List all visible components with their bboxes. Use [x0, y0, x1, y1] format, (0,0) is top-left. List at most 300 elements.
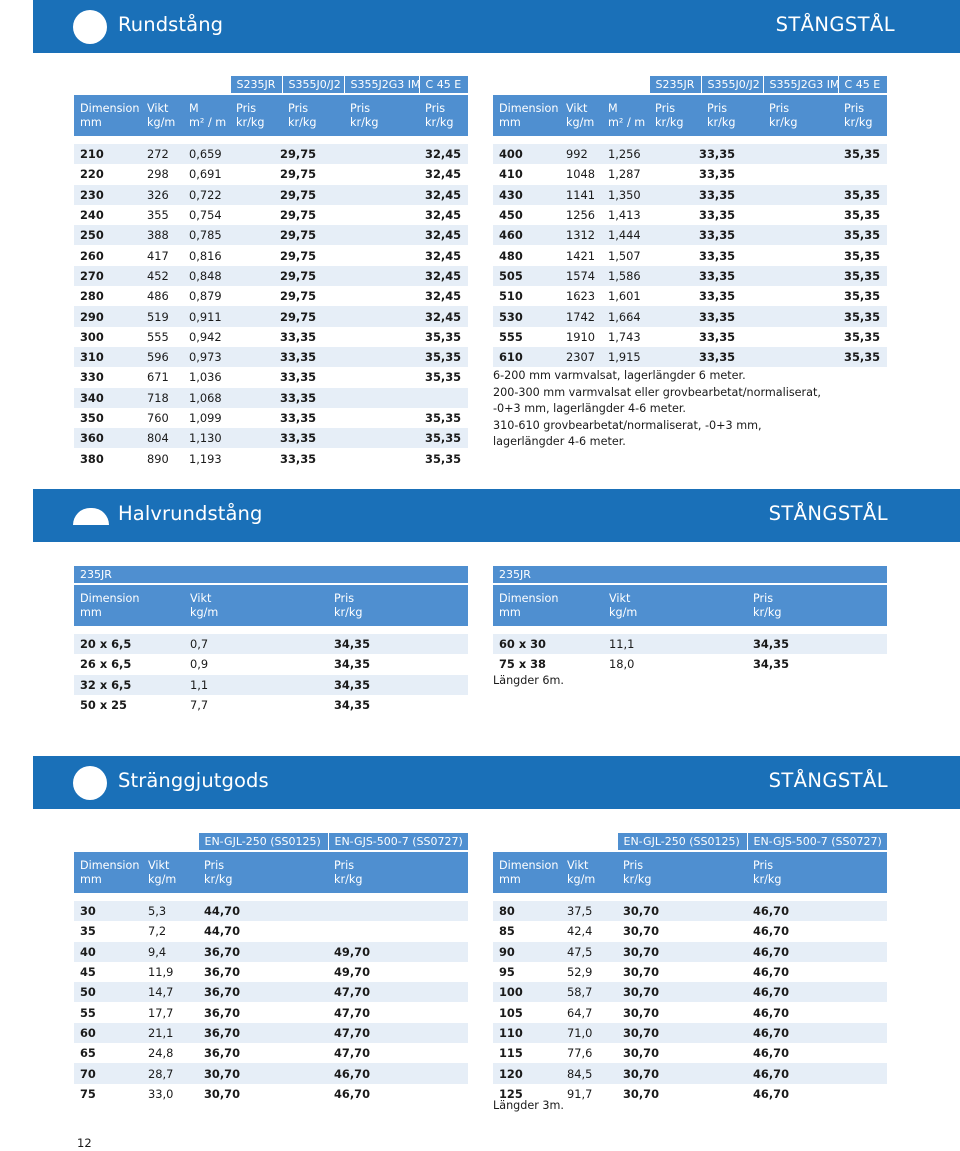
- cell-pris: 46,70: [747, 1063, 887, 1083]
- cell-vikt: 7,7: [184, 695, 328, 715]
- cell-vikt: 760: [141, 408, 183, 428]
- grade-label: S355J0/J2: [701, 76, 763, 94]
- col-header-vikt: Vikt kg/m: [142, 851, 198, 893]
- cell-vikt: 890: [141, 448, 183, 468]
- cell-pris: 47,70: [328, 1023, 468, 1043]
- table-row: [74, 942, 468, 962]
- grade-label: EN-GJL-250 (SS0125): [617, 833, 747, 851]
- circle-icon: [73, 10, 107, 44]
- table-row: [74, 367, 468, 387]
- cell-vikt: 18,0: [603, 654, 747, 674]
- cell-pris-c45: 35,35: [838, 245, 887, 265]
- cell-pris-c45: 35,35: [419, 448, 468, 468]
- cell-pris: 30,70: [617, 962, 747, 982]
- col-header-m: M m² / m: [602, 94, 649, 136]
- cell-dimension: 55: [74, 1002, 142, 1022]
- table-row: [74, 982, 468, 1002]
- col-header-pris: Pris kr/kg: [419, 94, 468, 136]
- table-row: [74, 286, 468, 306]
- col-header-pris: Pris kr/kg: [344, 94, 419, 136]
- cell-pris: 29,75: [230, 225, 344, 245]
- cell-pris: 33,35: [230, 448, 344, 468]
- table-row: [493, 144, 887, 164]
- cell-m2m: 1,444: [602, 225, 649, 245]
- cell-dimension: 410: [493, 164, 560, 184]
- cell-vikt: 52,9: [561, 962, 617, 982]
- cell-dimension: 530: [493, 306, 560, 326]
- table-row: [74, 347, 468, 367]
- cell-vikt: 1910: [560, 327, 602, 347]
- cell-dimension: 65: [74, 1043, 142, 1063]
- table-row: [74, 634, 468, 654]
- cell-pris-c45: 35,35: [838, 185, 887, 205]
- col-header-pris: Pris kr/kg: [282, 94, 344, 136]
- table-row: [74, 901, 468, 921]
- table-row: [74, 327, 468, 347]
- table-row: [74, 1043, 468, 1063]
- cell-vikt: 64,7: [561, 1002, 617, 1022]
- cell-dimension: 460: [493, 225, 560, 245]
- col-header-dimension: Dimension mm: [493, 851, 561, 893]
- cell-pris: 46,70: [747, 962, 887, 982]
- cell-dimension: 50: [74, 982, 142, 1002]
- cell-dimension: 430: [493, 185, 560, 205]
- col-header-pris: Pris kr/kg: [701, 94, 763, 136]
- table-row: [493, 982, 887, 1002]
- cell-pris: 33,35: [649, 225, 763, 245]
- table-row: [493, 327, 887, 347]
- cell-pris: 30,70: [617, 1002, 747, 1022]
- cell-pris-c45: 35,35: [838, 266, 887, 286]
- cell-m2m: 0,691: [183, 164, 230, 184]
- cell-m2m: 1,507: [602, 245, 649, 265]
- cell-dimension: 240: [74, 205, 141, 225]
- brand-label: STÅNGSTÅL: [775, 13, 895, 36]
- cell-dimension: 110: [493, 1023, 561, 1043]
- cell-pris: 46,70: [747, 1043, 887, 1063]
- cell-dimension: 90: [493, 942, 561, 962]
- cell-empty: [763, 266, 838, 286]
- cell-pris: 29,75: [230, 185, 344, 205]
- table-row: [493, 266, 887, 286]
- grade-label: S235JR: [649, 76, 701, 94]
- cell-pris: 29,75: [230, 144, 344, 164]
- cell-pris-c45: 35,35: [838, 205, 887, 225]
- cell-m2m: 0,848: [183, 266, 230, 286]
- table-row: [493, 634, 887, 654]
- half-circle-icon: [73, 508, 109, 525]
- cell-pris-c45: [838, 164, 887, 184]
- col-header-dimension: Dimension mm: [74, 851, 142, 893]
- section-banner-rundstang: [33, 0, 960, 53]
- table-row: [74, 675, 468, 695]
- cell-pris-c45: 35,35: [838, 286, 887, 306]
- cell-pris: 33,35: [649, 205, 763, 225]
- section-title: Halvrundstång: [118, 502, 263, 525]
- cell-pris: 30,70: [617, 1084, 747, 1104]
- cell-empty: [344, 185, 419, 205]
- header-row: [74, 94, 468, 136]
- table-row: [74, 185, 468, 205]
- grade-row: [493, 566, 887, 584]
- col-header-dimension: Dimension mm: [74, 584, 184, 626]
- table-row: [493, 225, 887, 245]
- cell-vikt: 24,8: [142, 1043, 198, 1063]
- cell-pris: 46,70: [747, 942, 887, 962]
- table-row: [493, 245, 887, 265]
- table-row: [74, 695, 468, 715]
- cell-m2m: 1,068: [183, 388, 230, 408]
- cell-pris-c45: 35,35: [838, 347, 887, 367]
- cell-dimension: 70: [74, 1063, 142, 1083]
- cell-dimension: 300: [74, 327, 141, 347]
- cell-vikt: 71,0: [561, 1023, 617, 1043]
- table-row: [74, 1002, 468, 1022]
- cell-empty: [344, 306, 419, 326]
- cell-vikt: 17,7: [142, 1002, 198, 1022]
- cell-pris-c45: 32,45: [419, 185, 468, 205]
- cell-pris: 30,70: [198, 1063, 328, 1083]
- cell-m2m: 1,287: [602, 164, 649, 184]
- cell-vikt: 388: [141, 225, 183, 245]
- cell-vikt: 9,4: [142, 942, 198, 962]
- cell-pris: 46,70: [747, 1002, 887, 1022]
- header-row: [493, 584, 887, 626]
- cell-m2m: 1,586: [602, 266, 649, 286]
- halvrundstang-table-left: [74, 566, 468, 715]
- cell-vikt: 1256: [560, 205, 602, 225]
- cell-pris: 29,75: [230, 306, 344, 326]
- cell-dimension: 280: [74, 286, 141, 306]
- table-row: [493, 164, 887, 184]
- cell-vikt: 1421: [560, 245, 602, 265]
- stranggjutgods-table-right: [493, 833, 887, 1104]
- cell-dimension: 400: [493, 144, 560, 164]
- grade-label: C 45 E: [838, 76, 887, 94]
- cell-vikt: 37,5: [561, 901, 617, 921]
- table-row: [74, 962, 468, 982]
- section-banner-stranggjutgods: [33, 756, 960, 809]
- cell-pris: 47,70: [328, 982, 468, 1002]
- cell-pris-c45: 35,35: [419, 428, 468, 448]
- header-row: [74, 851, 468, 893]
- cell-pris: 36,70: [198, 1002, 328, 1022]
- section-banner-halvrundstang: [33, 489, 960, 542]
- grade-label: EN-GJS-500-7 (SS0727): [747, 833, 887, 851]
- cell-vikt: 11,9: [142, 962, 198, 982]
- cell-pris-c45: 32,45: [419, 266, 468, 286]
- cell-empty: [344, 367, 419, 387]
- table-row: [74, 1084, 468, 1104]
- cell-vikt: 417: [141, 245, 183, 265]
- cell-empty: [344, 144, 419, 164]
- table-row: [74, 388, 468, 408]
- cell-pris-c45: 35,35: [419, 367, 468, 387]
- cell-pris-c45: 32,45: [419, 225, 468, 245]
- cell-dimension: 45: [74, 962, 142, 982]
- cell-dimension: 210: [74, 144, 141, 164]
- cell-dimension: 115: [493, 1043, 561, 1063]
- cell-m2m: 0,816: [183, 245, 230, 265]
- cell-pris: 30,70: [617, 921, 747, 941]
- table-row: [493, 901, 887, 921]
- grade-label: S355J0/J2: [282, 76, 344, 94]
- cell-empty: [344, 245, 419, 265]
- cell-vikt: 326: [141, 185, 183, 205]
- col-header-m: M m² / m: [183, 94, 230, 136]
- cell-dimension: 290: [74, 306, 141, 326]
- cell-vikt: 452: [141, 266, 183, 286]
- cell-m2m: 0,911: [183, 306, 230, 326]
- table-row: [74, 144, 468, 164]
- cell-pris: 46,70: [747, 901, 887, 921]
- cell-pris: 34,35: [328, 634, 468, 654]
- page-number: 12: [77, 1136, 92, 1150]
- cell-pris: 46,70: [747, 921, 887, 941]
- cell-empty: [763, 245, 838, 265]
- cell-empty: [344, 164, 419, 184]
- cell-dimension: 510: [493, 286, 560, 306]
- cell-vikt: 11,1: [603, 634, 747, 654]
- table-row: [74, 408, 468, 428]
- cell-vikt: 1141: [560, 185, 602, 205]
- col-header-dimension: Dimension mm: [493, 584, 603, 626]
- cell-vikt: 298: [141, 164, 183, 184]
- cell-pris: 34,35: [747, 634, 887, 654]
- col-header-pris: Pris kr/kg: [649, 94, 701, 136]
- cell-pris: 29,75: [230, 205, 344, 225]
- cell-m2m: 0,879: [183, 286, 230, 306]
- cell-pris: 46,70: [328, 1063, 468, 1083]
- cell-vikt: 14,7: [142, 982, 198, 1002]
- stranggjutgods-table-left: [74, 833, 468, 1104]
- cell-pris: 49,70: [328, 942, 468, 962]
- cell-pris: 29,75: [230, 245, 344, 265]
- cell-pris: 47,70: [328, 1002, 468, 1022]
- col-header-pris: Pris kr/kg: [763, 94, 838, 136]
- cell-vikt: 21,1: [142, 1023, 198, 1043]
- rundstang-table-left: [74, 76, 468, 469]
- cell-vikt: 671: [141, 367, 183, 387]
- cell-vikt: 7,2: [142, 921, 198, 941]
- cell-pris: 33,35: [649, 245, 763, 265]
- grade-label: C 45 E: [419, 76, 468, 94]
- cell-dimension: 60 x 30: [493, 634, 603, 654]
- table-row: [493, 921, 887, 941]
- cell-pris: 33,35: [230, 388, 344, 408]
- cell-empty: [763, 286, 838, 306]
- cell-vikt: 0,9: [184, 654, 328, 674]
- cell-pris: 47,70: [328, 1043, 468, 1063]
- table-row: [493, 1002, 887, 1022]
- cell-pris: 46,70: [747, 1023, 887, 1043]
- cell-dimension: 330: [74, 367, 141, 387]
- cell-m2m: 1,915: [602, 347, 649, 367]
- table-row: [74, 654, 468, 674]
- cell-m2m: 0,942: [183, 327, 230, 347]
- cell-pris: 36,70: [198, 1043, 328, 1063]
- cell-dimension: 80: [493, 901, 561, 921]
- table-row: [493, 286, 887, 306]
- cell-empty: [344, 266, 419, 286]
- cell-dimension: 340: [74, 388, 141, 408]
- cell-pris: 34,35: [328, 654, 468, 674]
- cell-pris: 30,70: [617, 1023, 747, 1043]
- cell-dimension: 310: [74, 347, 141, 367]
- cell-pris: 36,70: [198, 1023, 328, 1043]
- table-row: [493, 347, 887, 367]
- cell-pris-c45: 35,35: [419, 408, 468, 428]
- table-row: [74, 245, 468, 265]
- cell-vikt: 1048: [560, 164, 602, 184]
- rundstang-table-right: [493, 76, 887, 367]
- cell-m2m: 0,785: [183, 225, 230, 245]
- cell-empty: [763, 306, 838, 326]
- cell-pris: 33,35: [649, 306, 763, 326]
- table-row: [493, 1023, 887, 1043]
- cell-pris: [328, 921, 468, 941]
- grade-label: 235JR: [493, 566, 887, 584]
- grade-label: EN-GJS-500-7 (SS0727): [328, 833, 468, 851]
- cell-empty: [344, 388, 419, 408]
- cell-pris: 34,35: [328, 675, 468, 695]
- cell-pris-c45: 32,45: [419, 306, 468, 326]
- cell-empty: [763, 327, 838, 347]
- cell-dimension: 220: [74, 164, 141, 184]
- cell-vikt: 804: [141, 428, 183, 448]
- cell-dimension: 95: [493, 962, 561, 982]
- cell-pris: 33,35: [230, 347, 344, 367]
- table-row: [74, 448, 468, 468]
- halvrundstang-table-right: [493, 566, 887, 675]
- cell-dimension: 75: [74, 1084, 142, 1104]
- cell-m2m: 1,743: [602, 327, 649, 347]
- cell-pris: 30,70: [617, 1063, 747, 1083]
- cell-m2m: 1,256: [602, 144, 649, 164]
- cell-pris: 30,70: [617, 901, 747, 921]
- table-row: [493, 205, 887, 225]
- cell-vikt: 5,3: [142, 901, 198, 921]
- cell-vikt: 1,1: [184, 675, 328, 695]
- table-row: [493, 185, 887, 205]
- cell-pris: 46,70: [747, 982, 887, 1002]
- cell-m2m: 1,601: [602, 286, 649, 306]
- col-header-dimension: Dimension mm: [74, 94, 141, 136]
- cell-vikt: 91,7: [561, 1084, 617, 1104]
- grade-label: EN-GJL-250 (SS0125): [198, 833, 328, 851]
- table-row: [493, 654, 887, 674]
- cell-dimension: 350: [74, 408, 141, 428]
- halvrundstang-note: Längder 6m.: [493, 674, 564, 687]
- brand-label: STÅNGSTÅL: [768, 502, 888, 525]
- cell-dimension: 30: [74, 901, 142, 921]
- col-header-dimension: Dimension mm: [493, 94, 560, 136]
- cell-dimension: 60: [74, 1023, 142, 1043]
- table-row: [74, 428, 468, 448]
- cell-pris: [328, 901, 468, 921]
- cell-empty: [344, 408, 419, 428]
- cell-pris: 33,35: [649, 347, 763, 367]
- table-row: [74, 164, 468, 184]
- cell-dimension: 125: [493, 1084, 561, 1104]
- col-header-pris: Pris kr/kg: [747, 584, 887, 626]
- cell-empty: [344, 448, 419, 468]
- cell-vikt: 0,7: [184, 634, 328, 654]
- table-row: [74, 1063, 468, 1083]
- cell-vikt: 84,5: [561, 1063, 617, 1083]
- cell-dimension: 250: [74, 225, 141, 245]
- cell-pris-c45: 32,45: [419, 205, 468, 225]
- cell-dimension: 20 x 6,5: [74, 634, 184, 654]
- cell-pris-c45: 32,45: [419, 286, 468, 306]
- cell-dimension: 360: [74, 428, 141, 448]
- table-row: [493, 962, 887, 982]
- cell-pris: 36,70: [198, 942, 328, 962]
- cell-vikt: 1623: [560, 286, 602, 306]
- cell-empty: [763, 225, 838, 245]
- cell-pris-c45: 35,35: [419, 327, 468, 347]
- col-header-vikt: Vikt kg/m: [560, 94, 602, 136]
- cell-m2m: 1,350: [602, 185, 649, 205]
- cell-vikt: 28,7: [142, 1063, 198, 1083]
- cell-vikt: 718: [141, 388, 183, 408]
- header-row: [493, 851, 887, 893]
- cell-pris-c45: 35,35: [838, 306, 887, 326]
- cell-dimension: 75 x 38: [493, 654, 603, 674]
- cell-m2m: 1,193: [183, 448, 230, 468]
- cell-pris: 33,35: [230, 428, 344, 448]
- cell-pris: 44,70: [198, 901, 328, 921]
- cell-empty: [344, 286, 419, 306]
- cell-m2m: 0,754: [183, 205, 230, 225]
- cell-vikt: 58,7: [561, 982, 617, 1002]
- table-row: [74, 225, 468, 245]
- cell-m2m: 1,664: [602, 306, 649, 326]
- cell-pris: 30,70: [617, 942, 747, 962]
- cell-m2m: 1,036: [183, 367, 230, 387]
- cell-pris: 33,35: [649, 164, 763, 184]
- cell-pris-c45: 35,35: [838, 144, 887, 164]
- cell-pris: 36,70: [198, 962, 328, 982]
- cell-dimension: 270: [74, 266, 141, 286]
- cell-vikt: 77,6: [561, 1043, 617, 1063]
- cell-empty: [344, 205, 419, 225]
- cell-vikt: 519: [141, 306, 183, 326]
- cell-pris-c45: 35,35: [838, 327, 887, 347]
- cell-m2m: 1,099: [183, 408, 230, 428]
- cell-pris: 33,35: [230, 367, 344, 387]
- cell-dimension: 610: [493, 347, 560, 367]
- col-header-pris: Pris kr/kg: [328, 584, 468, 626]
- table-row: [74, 921, 468, 941]
- table-row: [74, 306, 468, 326]
- cell-pris: 33,35: [649, 286, 763, 306]
- cell-pris: 29,75: [230, 286, 344, 306]
- cell-m2m: 1,130: [183, 428, 230, 448]
- cell-vikt: 272: [141, 144, 183, 164]
- circle-icon: [73, 766, 107, 800]
- cell-vikt: 2307: [560, 347, 602, 367]
- grade-label: S235JR: [230, 76, 282, 94]
- cell-dimension: 100: [493, 982, 561, 1002]
- cell-vikt: 1312: [560, 225, 602, 245]
- cell-empty: [344, 428, 419, 448]
- grade-label: S355J2G3 IM: [344, 76, 419, 94]
- cell-dimension: 85: [493, 921, 561, 941]
- grade-row: [493, 833, 887, 851]
- grade-row: [74, 566, 468, 584]
- cell-pris-c45: 32,45: [419, 164, 468, 184]
